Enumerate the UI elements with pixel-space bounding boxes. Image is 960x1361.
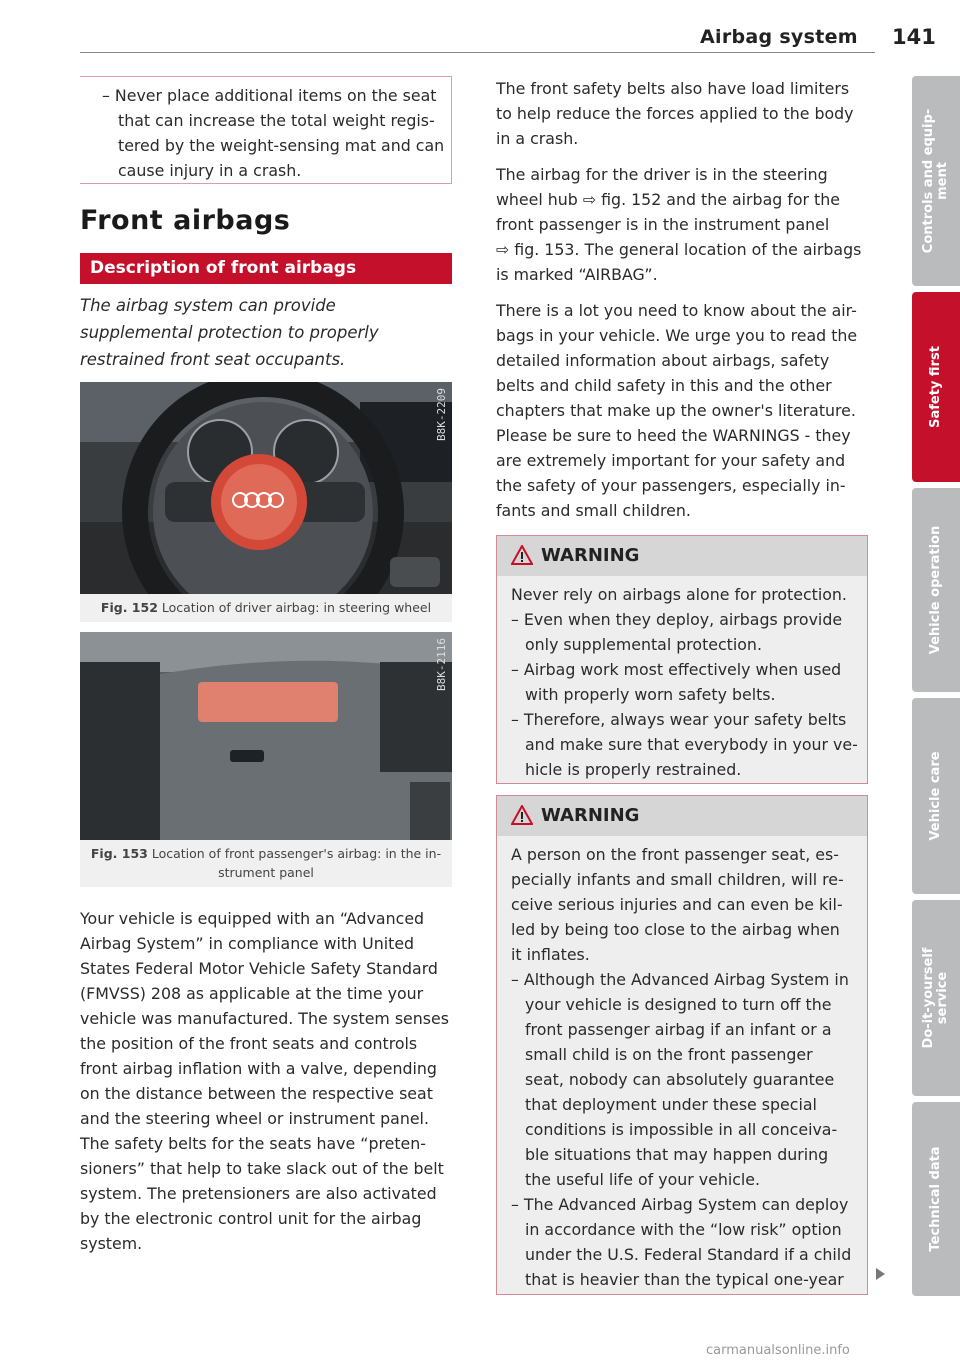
text-line: to help reduce the forces applied to the body [496, 104, 854, 123]
warning-line: A person on the front passenger seat, es- [511, 845, 839, 864]
warning-line: that is heavier than the typical one-year [525, 1270, 844, 1289]
text-line: the position of the front seats and controls [80, 1034, 418, 1053]
warning-line: – Therefore, always wear your safety belts [511, 710, 847, 729]
warning-line: under the U.S. Federal Standard if a child [525, 1245, 852, 1264]
warning-icon [511, 545, 533, 565]
watermark: carmanualsonline.info [706, 1343, 850, 1358]
tab-do-it-yourself-service[interactable] [912, 900, 960, 1096]
text-line: detailed information about airbags, safety [496, 351, 830, 370]
tab-controls-and-equipment[interactable] [912, 76, 960, 286]
text-line: system. The pretensioners are also activated [80, 1184, 437, 1203]
warning-line: seat, nobody can absolutely guarantee [525, 1070, 835, 1089]
right-paragraph-2 [496, 162, 868, 287]
text-line: vehicle was manufactured. The system senses [80, 1009, 449, 1028]
text-line: and the steering wheel or instrument panel. [80, 1109, 429, 1128]
dashboard-image [80, 632, 452, 840]
section-title: Airbag system [700, 26, 858, 48]
warning-line: – The Advanced Airbag System can deploy [511, 1195, 849, 1214]
text-line: are extremely important for your safety and [496, 451, 846, 470]
fig-reference-link[interactable]: ⇨ fig. 153. The general location of the airbags [496, 240, 862, 259]
warning-line: only supplemental protection. [525, 635, 762, 654]
warning-line: – Although the Advanced Airbag System in [511, 970, 849, 989]
warning-line: in accordance with the “low risk” option [525, 1220, 842, 1239]
warning-line: small child is on the front passenger [525, 1045, 813, 1064]
warning-line: with properly worn safety belts. [525, 685, 776, 704]
text-line: chapters that make up the owner's literature. [496, 401, 856, 420]
figure-153 [80, 632, 452, 887]
figure-caption-text: strument panel [218, 865, 314, 880]
fig-reference-link[interactable]: wheel hub ⇨ fig. 152 and the airbag for the [496, 190, 840, 209]
figure-caption [80, 844, 452, 882]
warning-icon [511, 805, 533, 825]
right-paragraph-3 [496, 298, 868, 523]
warning-body [511, 842, 863, 1292]
steering-wheel-image [80, 382, 452, 594]
warning-title: WARNING [541, 805, 640, 826]
left-paragraph [80, 906, 452, 1256]
intro-text: The airbag system can provide supplemental protection to properly restrained front seat occupants. [80, 296, 379, 369]
warning-line: conditions is impossible in all conceiva- [525, 1120, 838, 1139]
tab-technical-data[interactable] [912, 1102, 960, 1296]
tab-vehicle-care[interactable] [912, 698, 960, 894]
tab-vehicle-operation[interactable] [912, 488, 960, 692]
warning-line: ble situations that may happen during [525, 1145, 829, 1164]
figure-code: B8K-2116 [435, 638, 448, 691]
note-box [80, 76, 452, 184]
figure-caption [80, 598, 452, 617]
warning-line: it inflates. [511, 945, 590, 964]
heading-front-airbags: Front airbags [80, 205, 291, 236]
text-line: by the electronic control unit for the airbag [80, 1209, 422, 1228]
warning-body [511, 582, 863, 782]
tab-label: Vehicle care [928, 751, 943, 841]
warning-line: – Even when they deploy, airbags provide [511, 610, 843, 629]
figure-code: B8K-2209 [435, 388, 448, 441]
text-line: There is a lot you need to know about the air- [496, 301, 857, 320]
warning-line: ceive serious injuries and can even be kil- [511, 895, 843, 914]
warning-line: pecially infants and small children, will re- [511, 870, 844, 889]
text-line: The airbag for the driver is in the steering [496, 165, 828, 184]
note-line: – Never place additional items on the seat [102, 86, 437, 105]
page-number: 141 [892, 25, 936, 49]
tab-label: Safety first [928, 346, 943, 428]
text-line: front passenger is in the instrument panel [496, 215, 830, 234]
warning-line: your vehicle is designed to turn off the [525, 995, 832, 1014]
continue-arrow-icon [876, 1268, 885, 1280]
text-line: is marked “AIRBAG”. [496, 265, 658, 284]
tab-safety-first[interactable] [912, 292, 960, 482]
note-line: cause injury in a crash. [118, 161, 302, 180]
warning-title: WARNING [541, 545, 640, 566]
header-rule [80, 52, 875, 53]
warning-line: and make sure that everybody in your ve- [525, 735, 858, 754]
warning-line: led by being too close to the airbag when [511, 920, 840, 939]
text-line: Your vehicle is equipped with an “Advanced [80, 909, 425, 928]
text-line: Please be sure to heed the WARNINGS - they [496, 426, 851, 445]
warning-line: that deployment under these special [525, 1095, 817, 1114]
figure-caption-text: Location of driver airbag: in steering wheel [161, 600, 432, 615]
note-line: that can increase the total weight regis- [118, 111, 435, 130]
figure-152 [80, 382, 452, 622]
warning-header [497, 796, 867, 836]
right-paragraph-1 [496, 76, 868, 151]
tab-label: Technical data [928, 1146, 943, 1252]
text-line: sioners” that help to take slack out of the belt [80, 1159, 444, 1178]
text-line: States Federal Motor Vehicle Safety Standard [80, 959, 438, 978]
text-line: fants and small children. [496, 501, 691, 520]
text-line: (FMVSS) 208 as applicable at the time your [80, 984, 424, 1003]
warning-line: Never rely on airbags alone for protection. [511, 585, 847, 604]
tab-label: Controls and equip- ment [921, 108, 950, 254]
text-line: Airbag System” in compliance with United [80, 934, 415, 953]
warning-line: front passenger airbag if an infant or a [525, 1020, 832, 1039]
note-line: tered by the weight-sensing mat and can [118, 136, 445, 155]
figure-label: Fig. 152 [100, 600, 158, 615]
warning-header [497, 536, 867, 576]
text-line: system. [80, 1234, 143, 1253]
text-line: in a crash. [496, 129, 579, 148]
tab-label: Vehicle operation [928, 525, 943, 655]
text-line: bags in your vehicle. We urge you to read the [496, 326, 858, 345]
text-line: The front safety belts also have load limiters [496, 79, 850, 98]
figure-label: Fig. 153 [90, 846, 148, 861]
section-banner: Description of front airbags [80, 253, 452, 284]
text-line: The safety belts for the seats have “preten- [80, 1134, 426, 1153]
text-line: the safety of your passengers, especially in- [496, 476, 846, 495]
text-line: on the distance between the respective seat [80, 1084, 433, 1103]
text-line: front airbag inflation with a valve, depending [80, 1059, 437, 1078]
warning-line: hicle is properly restrained. [525, 760, 742, 779]
figure-caption-text: Location of front passenger's airbag: in the in- [151, 846, 442, 861]
warning-box-2 [496, 795, 868, 1295]
warning-line: the useful life of your vehicle. [525, 1170, 761, 1189]
tab-label: Do-it-yourself service [921, 947, 950, 1049]
text-line: belts and child safety in this and the other [496, 376, 832, 395]
warning-line: – Airbag work most effectively when used [511, 660, 842, 679]
warning-box-1 [496, 535, 868, 784]
